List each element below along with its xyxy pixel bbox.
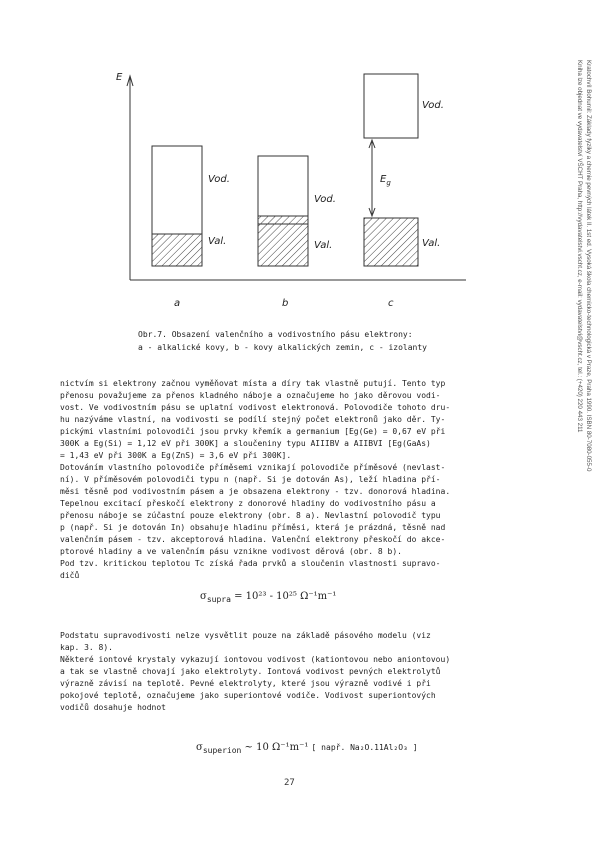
panel-a-conduction-band (152, 146, 202, 234)
band-gap-label: $E_g$ (380, 174, 391, 187)
paragraph1-line: = 1,43 eV při 300K a Eg(ZnS) = 3,6 eV při 300K]. (60, 451, 292, 460)
sigma-symbol: σ (200, 591, 207, 602)
citation-sidebar (574, 60, 594, 620)
formula2-subscript: superion (202, 746, 242, 755)
citation-line-1: Kratochvíl Bohumil: Základy fyziky a chemie pevných látek II. 1st ed. Vysoká škola chemicko-technologická v Praze, Praha 1990. ISBN 80-7080-055-0 (585, 60, 592, 472)
panel-b-vod-label: Vod. (314, 194, 336, 205)
paragraph1-line: dičů (60, 571, 80, 580)
paragraph2-line: kap. 3. 8). (60, 643, 113, 652)
superionic-formula (196, 742, 418, 755)
panel-b-label: b (282, 298, 289, 309)
paragraph1-line: přenosu považujeme za přenos kladného náboje a označujeme ho jako děrovou vodi- (60, 391, 441, 400)
panel-c-val-label: Val. (422, 238, 441, 249)
paragraph1-line: Dotováním vlastního polovodiče příměsemi vznikají polovodiče příměsové (nevlast- (60, 463, 446, 472)
panel-c-label: c (388, 298, 394, 309)
band-diagram (110, 70, 480, 320)
sigma-symbol-2: σ (196, 742, 203, 753)
paragraph2-line: výrazně závisí na teplotě. Pevné elektrolyty, které jsou výrazně vodivé i při (60, 679, 431, 688)
paragraph1-line: 300K a Eg(Si) = 1,12 eV při 300K] a sloučeniny typu AIIIBV a AIIBVI [Eg(GaAs) (60, 439, 431, 448)
paragraph2-line: vodičů dosahuje hodnot (60, 703, 166, 712)
caption-line-2: a - alkalické kovy, b - kovy alkalických zemin, c - izolanty (138, 343, 427, 352)
body-paragraph-1 (60, 378, 555, 582)
paragraph1-line: Tepelnou excitací přeskočí elektrony z donorové hladiny do vodivostního pásu a (60, 499, 436, 508)
formula2-note: [ např. Na₂O.11Al₂O₃ ] (311, 743, 418, 752)
formula1-expression: = 10²³ - 10²⁵ Ω⁻¹m⁻¹ (234, 591, 337, 602)
figure-caption (138, 328, 478, 354)
paragraph1-line: p (např. Si je dotován In) obsahuje hladinu příměsi, která je prázdná, těsně nad (60, 523, 446, 532)
paragraph2-line: Podstatu supravodivosti nelze vysvětlit pouze na základě pásového modelu (viz (60, 631, 431, 640)
paragraph1-line: měsi těsně pod vodivostním pásem a je obsazena elektrony - tzv. donorová hladina. (60, 487, 451, 496)
paragraph2-line: a tak se vlastně chovají jako elektrolyty. Iontová vodivost pevných elektrolytů (60, 667, 441, 676)
citation-line-2: Kniha lze objednat ve vydavatelství VŠCHT Praha, http://vydavatelstvi.vscht.cz, e-mail: vydavatelstvi@vscht.cz, tel.: (+420) 220 443 211 (576, 60, 583, 433)
panel-b-val-label: Val. (314, 240, 333, 251)
panel-c-valence-band (364, 218, 418, 266)
panel-c-vod-label: Vod. (422, 100, 444, 111)
paragraph1-line: hu nazýváme vlastní, na vodivosti se podílí stejný počet elektronů jako děr. Ty- (60, 415, 446, 424)
panel-a-val-label: Val. (208, 236, 227, 247)
paragraph1-line: vost. Ve vodivostním pásu se uplatní vodivost elektronová. Polovodiče tohoto dru- (60, 403, 451, 412)
panel-b-conduction-band (258, 156, 308, 216)
energy-axis-label: E (116, 72, 123, 83)
paragraph1-line: Pod tzv. kritickou teplotou Tc získá řada prvků a sloučenin vlastnosti supravo- (60, 559, 441, 568)
paragraph1-line: pickými vlastními polovodiči jsou prvky křemík a germanium [Eg(Ge) = 0,67 eV při (60, 427, 446, 436)
caption-line-1: Obr.7. Obsazení valenčního a vodivostního pásu elektrony: (138, 330, 413, 339)
panel-c-conduction-band (364, 74, 418, 138)
formula1-subscript: supra (206, 595, 231, 604)
panel-a-valence-band (152, 234, 202, 266)
paragraph1-line: nictvím si elektrony začnou vyměňovat místa a díry tak vlastně putují. Tento typ (60, 379, 446, 388)
panel-a-vod-label: Vod. (208, 174, 230, 185)
paragraph1-line: ptorové hladiny a ve valenčním pásu vznikne vodivost děrová (obr. 8 b). (60, 547, 402, 556)
page-number: 27 (284, 778, 295, 788)
paragraph2-line: pokojové teplotě, označujeme jako superiontové vodiče. Vodivost superiontových (60, 691, 436, 700)
paragraph1-line: přenosu náboje se zúčastní pouze elektrony (obr. 8 a). Nevlastní polovodič typu (60, 511, 441, 520)
body-paragraph-2 (60, 630, 555, 714)
paragraph2-line: Některé iontové krystaly vykazují iontovou vodivost (kationtovou nebo aniontovou) (60, 655, 451, 664)
paragraph1-line: ní). V příměsovém polovodiči typu n (např. Si je dotován As), leží hladina pří- (60, 475, 441, 484)
panel-a-label: a (174, 298, 181, 309)
formula2-expression: ~ 10 Ω⁻¹m⁻¹ (244, 742, 309, 753)
supraconductivity-formula (200, 591, 336, 604)
paragraph1-line: valenčním pásem - tzv. akceptorová hladina. Valenční elektrony přeskočí do akce- (60, 535, 446, 544)
